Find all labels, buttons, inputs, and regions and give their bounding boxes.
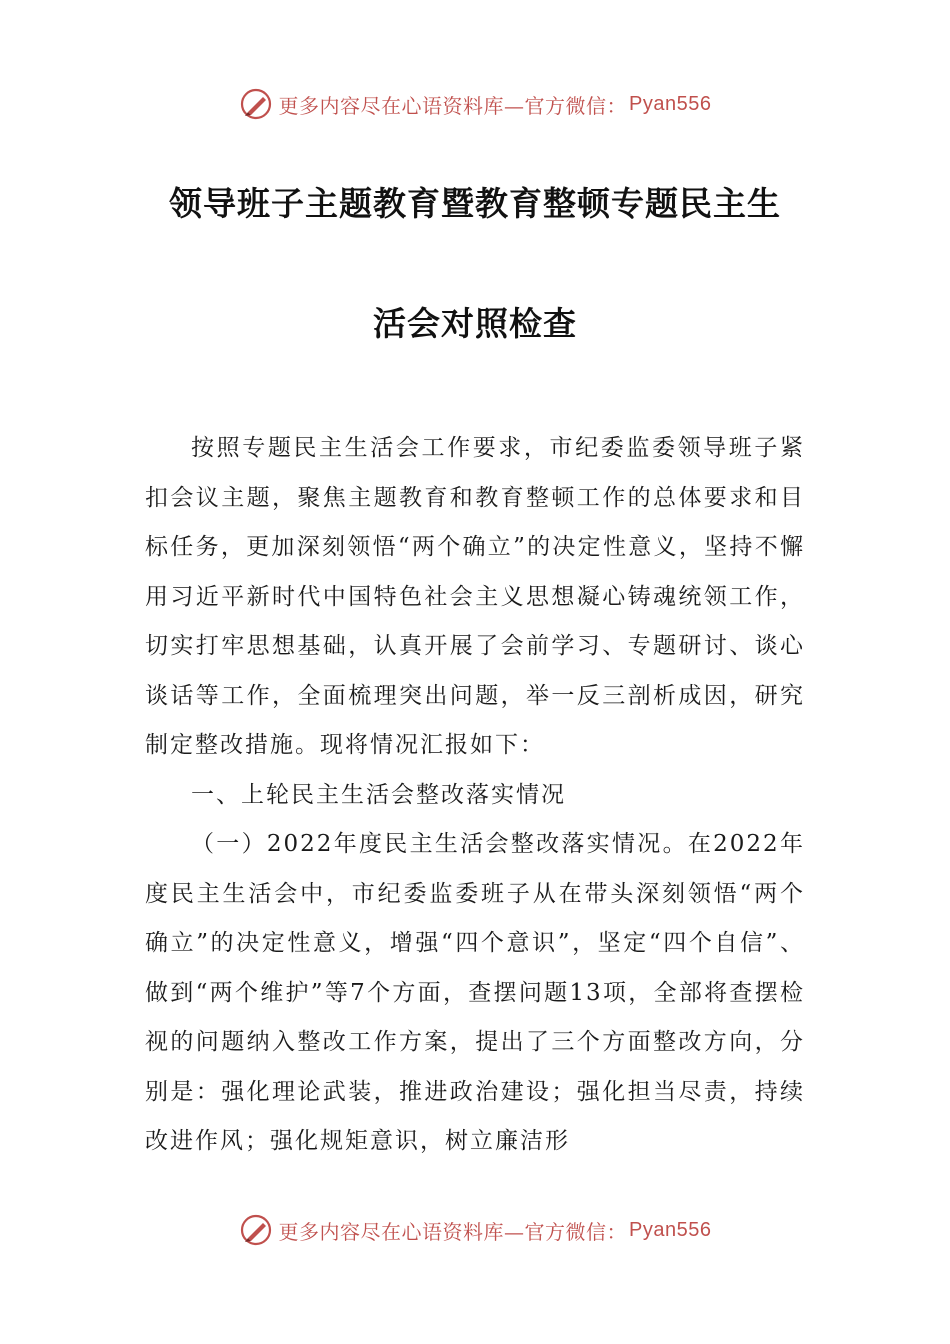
watermark-footer <box>0 1208 950 1252</box>
pen-logo-icon <box>239 1213 273 1247</box>
section-heading: 一、上轮民主生活会整改落实情况 <box>191 781 566 808</box>
watermark-header <box>0 82 950 126</box>
pen-logo-icon <box>239 87 273 121</box>
watermark-text: 更多内容尽在心语资料库—官方微信： <box>278 1219 628 1244</box>
watermark-handle: Pyan556 <box>629 92 712 115</box>
document-title-line-2: 活会对照检查 <box>373 304 577 343</box>
paragraph-intro: 按照专题民主生活会工作要求，市纪委监委领导班子紧扣会议主题，聚焦主题教育和教育整顿工作的总体要求和目标任务，更加深刻领悟“两个确立”的决定性意义，坚持不懈用习近平新时代中国特色社会主义思想凝心铸魂统领工作，切实打牢思想基础，认真开展了会前学习、专题研讨、谈心谈话等工作，全面梳理突出问题，举一反三剖析成因，研究制定整改措施。现将情况汇报如下： <box>145 435 805 758</box>
watermark-text: 更多内容尽在心语资料库—官方微信： <box>278 93 628 118</box>
watermark-handle: Pyan556 <box>629 1218 712 1241</box>
document-body <box>145 424 805 1167</box>
document-title-line-1: 领导班子主题教育暨教育整顿专题民主生 <box>169 184 781 223</box>
paragraph-rectification: （一）2022年度民主生活会整改落实情况。在2022年度民主生活会中，市纪委监委班子从在带头深刻领悟“两个确立”的决定性意义，增强“四个意识”，坚定“四个自信”、做到“两个维护”等7个方面，查摆问题13项，全部将查摆检视的问题纳入整改工作方案，提出了三个方面整改方向，分别是：强化理论武装，推进政治建设；强化担当尽责，持续改进作风；强化规矩意识，树立廉洁形 <box>145 831 805 1154</box>
